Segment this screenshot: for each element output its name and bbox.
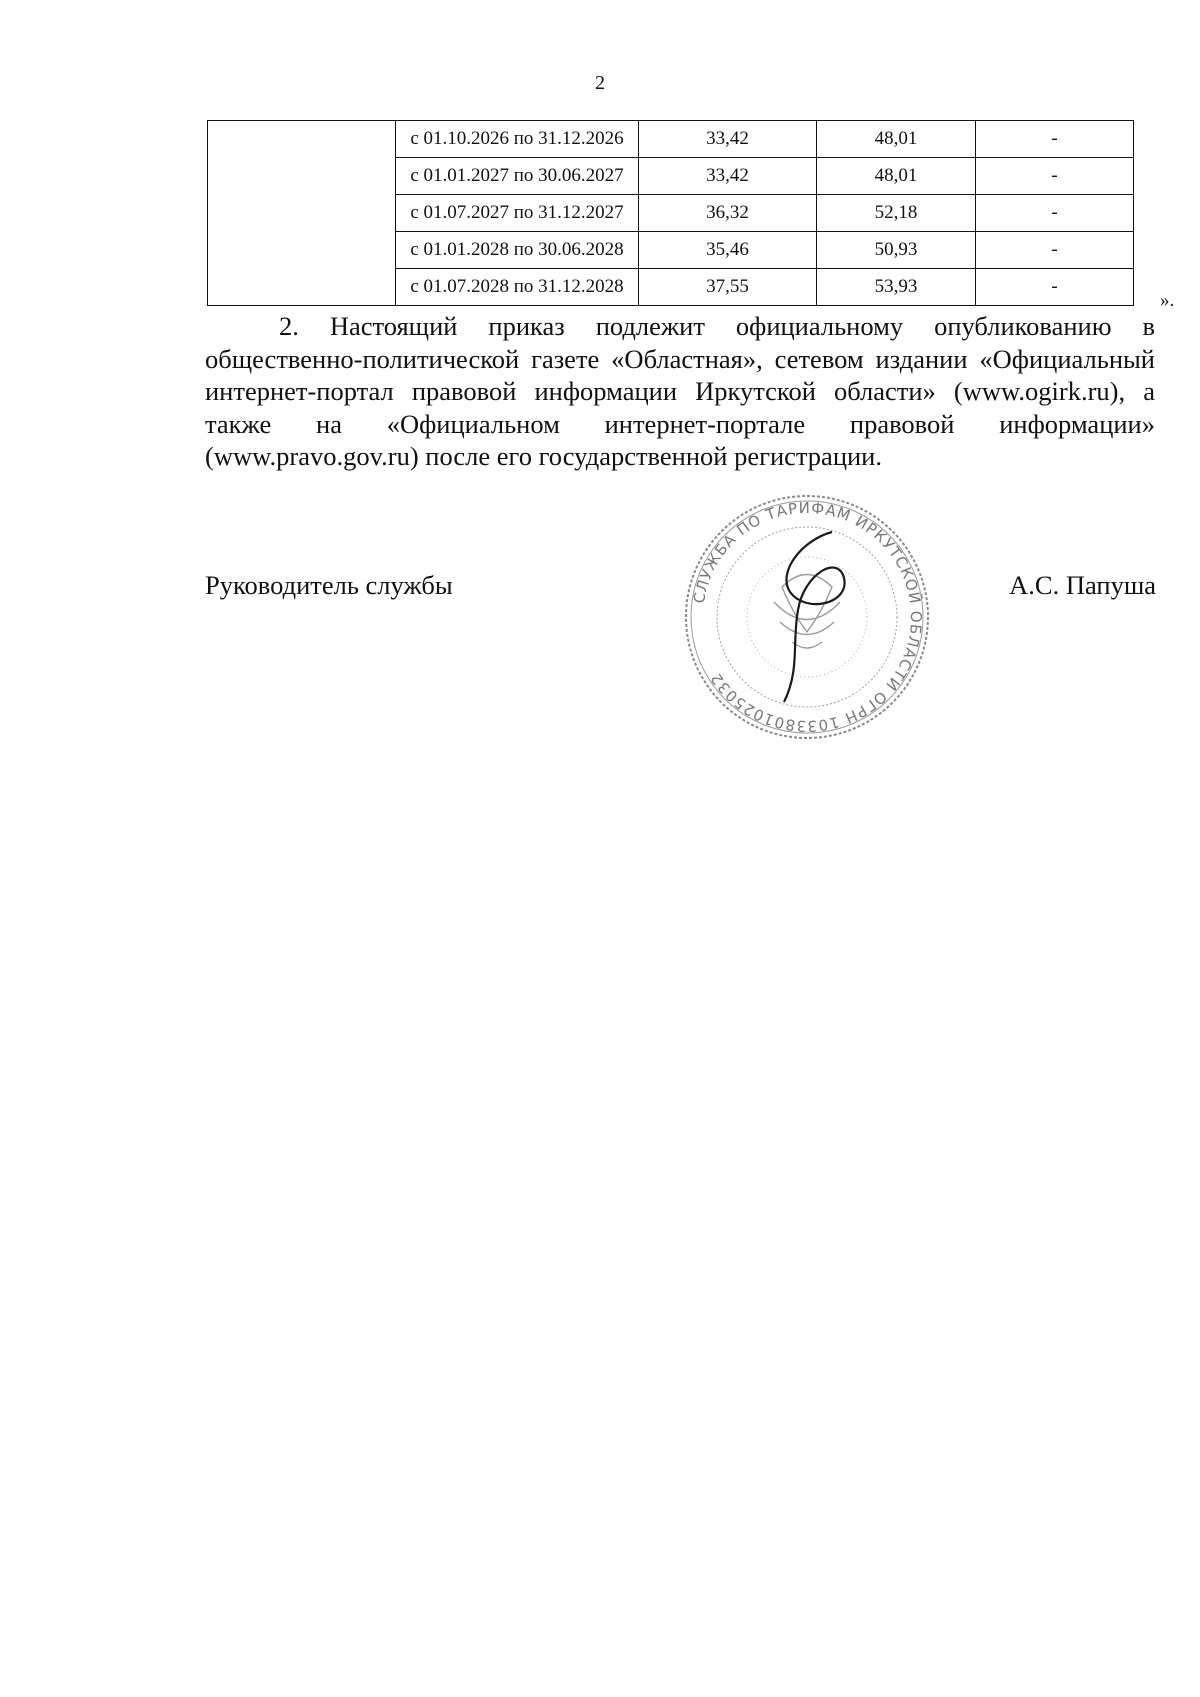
- period-cell: с 01.01.2027 по 30.06.2027: [396, 158, 639, 195]
- value-cell: -: [976, 158, 1134, 195]
- value-cell: -: [976, 269, 1134, 306]
- value-cell: 35,46: [639, 232, 817, 269]
- value-cell: 53,93: [817, 269, 976, 306]
- period-cell: с 01.07.2027 по 31.12.2027: [396, 195, 639, 232]
- value-cell: -: [976, 121, 1134, 158]
- page-number: 2: [595, 72, 605, 94]
- value-cell: -: [976, 195, 1134, 232]
- value-cell: 33,42: [639, 158, 817, 195]
- period-cell: с 01.07.2028 по 31.12.2028: [396, 269, 639, 306]
- publication-paragraph: 2. Настоящий приказ подлежит официальному опубликованию в общественно-политической газете «Областная», сетевом издании «Официальный интернет-портал правовой информации Иркутской области» (www.ogirk.ru), а также на «Официальном интернет-портале правовой информации» (www.pravo.gov.ru) после его государственной регистрации.: [205, 311, 1155, 471]
- signatory-name: А.С. Папуша: [1009, 570, 1156, 600]
- value-cell: 36,32: [639, 195, 817, 232]
- signature-title: Руководитель службы: [205, 570, 453, 600]
- value-cell: 37,55: [639, 269, 817, 306]
- value-cell: 52,18: [817, 195, 976, 232]
- stamp-ring-text: СЛУЖБА ПО ТАРИФАМ ИРКУТСКОЙ ОБЛАСТИ ОГРН 1033801025032: [689, 498, 926, 736]
- value-cell: 48,01: [817, 158, 976, 195]
- value-cell: 50,93: [817, 232, 976, 269]
- period-cell: с 01.10.2026 по 31.12.2026: [396, 121, 639, 158]
- official-seal-icon: [682, 492, 932, 742]
- tariff-table: [207, 120, 1134, 306]
- period-cell: с 01.01.2028 по 30.06.2028: [396, 232, 639, 269]
- merged-empty-cell: [208, 121, 396, 306]
- closing-quote: ».: [1160, 290, 1175, 311]
- value-cell: 48,01: [817, 121, 976, 158]
- value-cell: -: [976, 232, 1134, 269]
- table-row: [208, 121, 1134, 158]
- value-cell: 33,42: [639, 121, 817, 158]
